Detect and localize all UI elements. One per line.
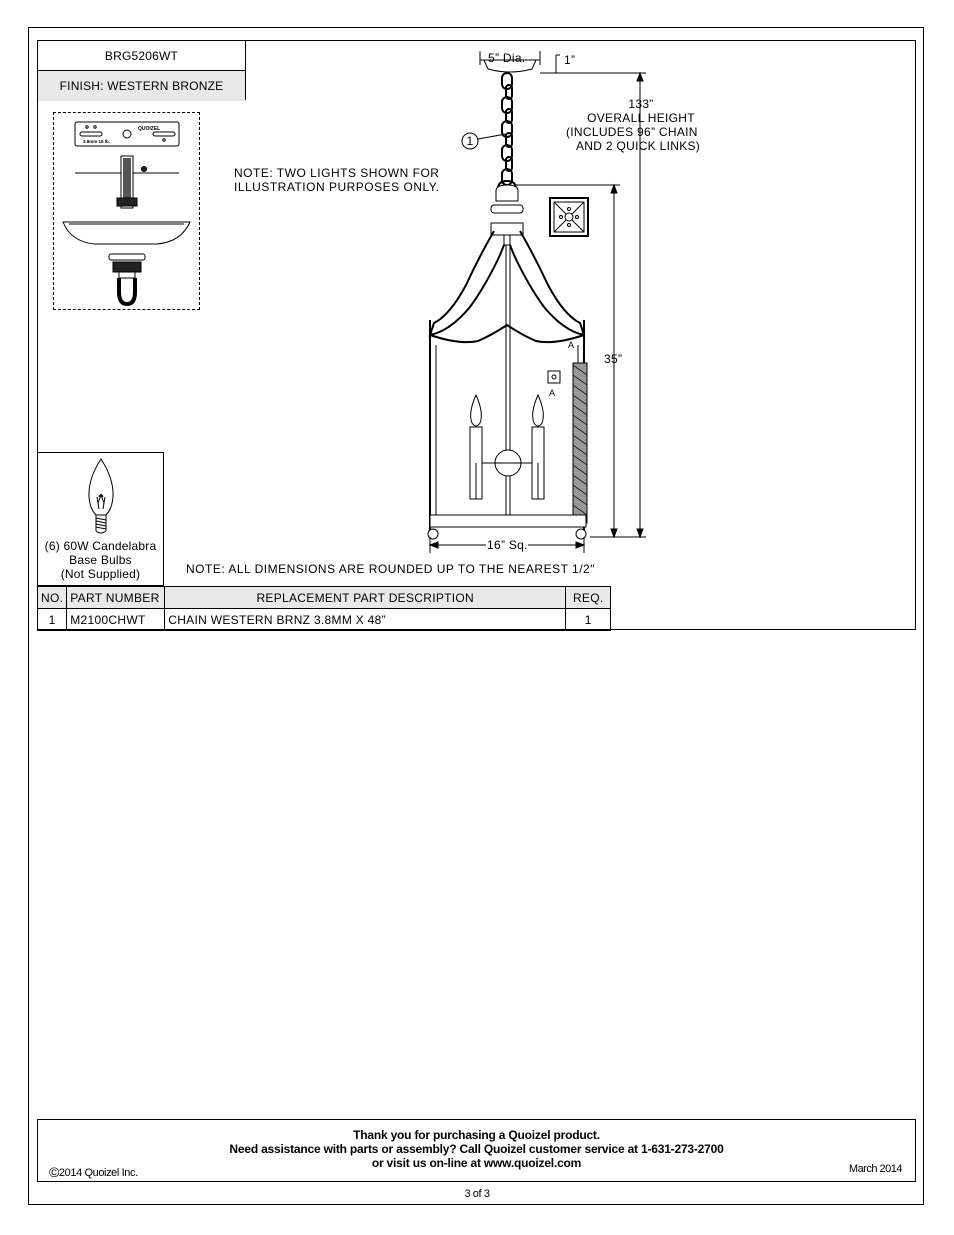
row-req: 1 [566,609,611,631]
note-two-lights-line-2: ILLUSTRATION PURPOSES ONLY. [234,180,440,194]
body-height-label: 35” [604,352,623,366]
col-header-description: REPLACEMENT PART DESCRIPTION [165,587,566,609]
replacement-parts-table [37,586,611,631]
finish-label: FINISH: WESTERN BRONZE [38,70,245,101]
canopy-diameter-label: 5” Dia. [488,51,526,65]
bulb-info-box [37,452,164,586]
note-two-lights [234,166,440,194]
row-description: CHAIN WESTERN BRNZ 3.8MM X 48” [165,609,566,631]
footer-box [37,1119,916,1182]
overall-height-value: 133” [628,97,654,111]
footer-assistance: Need assistance with parts or assembly? Call Quoizel customer service at 1-631-273-2700 [229,1142,724,1156]
copyright [49,1164,138,1180]
model-info-box [37,40,246,100]
model-number: BRG5206WT [104,48,179,63]
bulb-spec-line-1: (6) 60W Candelabra [44,539,157,553]
row-no: 1 [38,609,67,631]
bulb-spec-line-3: (Not Supplied) [60,567,141,581]
col-header-part-number: PART NUMBER [67,587,165,609]
copyright-text: 2014 Quoizel Inc. [58,1167,138,1179]
footer-thanks: Thank you for purchasing a Quoizel product. [353,1128,600,1142]
section-mark-top: A [568,340,575,350]
overall-height-label [585,97,697,125]
footer-website: or visit us on-line at www.quoizel.com [371,1156,582,1170]
table-header-row [38,587,611,609]
plate-spec-text: 3.8mm 16 lb. [83,139,111,144]
table-row [38,609,611,631]
canopy-depth-label: 1” [564,53,576,67]
overall-height-note-line-1: (INCLUDES 96” CHAIN [566,125,698,139]
finial-top-view-icon [549,197,589,237]
overall-height-caption: OVERALL HEIGHT [587,111,695,125]
width-label: 16” Sq. [487,538,528,552]
page-number: 3 of 3 [464,1188,490,1200]
overall-height-chain-note [566,125,700,153]
col-header-no: NO. [38,587,67,609]
candelabra-bulb-icon [84,457,118,537]
plate-brand-text: QUOIZEL [138,126,161,132]
note-two-lights-line-1: NOTE: TWO LIGHTS SHOWN FOR [234,166,440,180]
note-dimensions: NOTE: ALL DIMENSIONS ARE ROUNDED UP TO THE NEAREST 1/2″ [186,562,595,576]
document-date: March 2014 [848,1163,902,1175]
callout-number: 1 [466,134,474,148]
overall-height-note-line-2: AND 2 QUICK LINKS) [576,139,701,153]
section-mark-bottom: A [549,388,556,398]
copyright-symbol: © [49,1164,59,1180]
row-part-number: M2100CHWT [67,609,165,631]
bulb-spec-line-2: Base Bulbs [69,553,132,567]
mounting-hardware-drawing [53,112,200,310]
col-header-req: REQ. [566,587,611,609]
